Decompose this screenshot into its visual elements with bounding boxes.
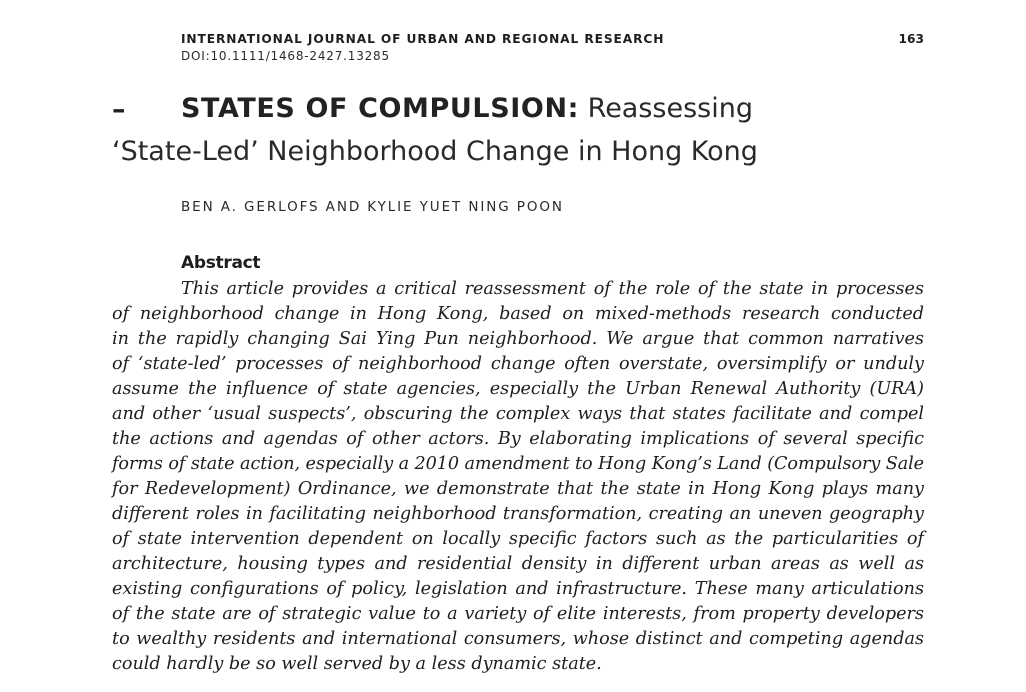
- abstract-line: of neighborhood change in Hong Kong, based on mixed-methods research conducted: [112, 304, 924, 324]
- article-subtitle-part-1: Reassessing: [579, 93, 753, 124]
- abstract-line: architecture, housing types and residential density in different urban areas as well as: [112, 554, 924, 574]
- abstract-body: [112, 277, 924, 677]
- abstract-line: This article provides a critical reassessment of the role of the state in processes: [181, 279, 924, 299]
- abstract-line: of state intervention dependent on locally specific factors such as the particularities of: [112, 529, 924, 549]
- author-names: BEN A. GERLOFS AND KYLIE YUET NING POON: [181, 199, 564, 215]
- abstract-line: could hardly be so well served by a less dynamic state.: [112, 654, 602, 674]
- abstract-heading: Abstract: [181, 253, 261, 273]
- abstract-line: different roles in facilitating neighborhood transformation, creating an uneven geography: [112, 504, 924, 524]
- abstract-line: the actions and agendas of other actors. By elaborating implications of several specific: [112, 429, 924, 449]
- abstract-line: to wealthy residents and international consumers, whose distinct and competing agendas: [112, 629, 924, 649]
- journal-name: INTERNATIONAL JOURNAL OF URBAN AND REGIONAL RESEARCH: [181, 32, 665, 46]
- abstract-line: assume the influence of state agencies, especially the Urban Renewal Authority (URA): [112, 379, 924, 399]
- abstract-line: for Redevelopment) Ordinance, we demonstrate that the state in Hong Kong plays many: [112, 479, 924, 499]
- title-dash: –: [112, 94, 126, 125]
- abstract-line: existing configurations of policy, legislation and infrastructure. These many articulations: [112, 579, 924, 599]
- abstract-line: of ‘state-led’ processes of neighborhood change often overstate, oversimplify or unduly: [112, 354, 924, 374]
- page-number: 163: [898, 32, 924, 46]
- abstract-line: forms of state action, especially a 2010 amendment to Hong Kong’s Land (Compulsory Sale: [112, 454, 924, 474]
- abstract-line: in the rapidly changing Sai Ying Pun neighborhood. We argue that common narratives: [112, 329, 924, 349]
- article-title-main: STATES OF COMPULSION:: [181, 93, 580, 124]
- abstract-line: and other ‘usual suspects’, obscuring the complex ways that states facilitate and compel: [112, 404, 924, 424]
- doi-link[interactable]: DOI:10.1111/1468-2427.13285: [181, 49, 390, 63]
- article-subtitle-part-2: ‘State-Led’ Neighborhood Change in Hong Kong: [112, 136, 758, 167]
- article-title-line-1: [181, 92, 753, 126]
- abstract-line: of the state are of strategic value to a variety of elite interests, from property developers: [112, 604, 924, 624]
